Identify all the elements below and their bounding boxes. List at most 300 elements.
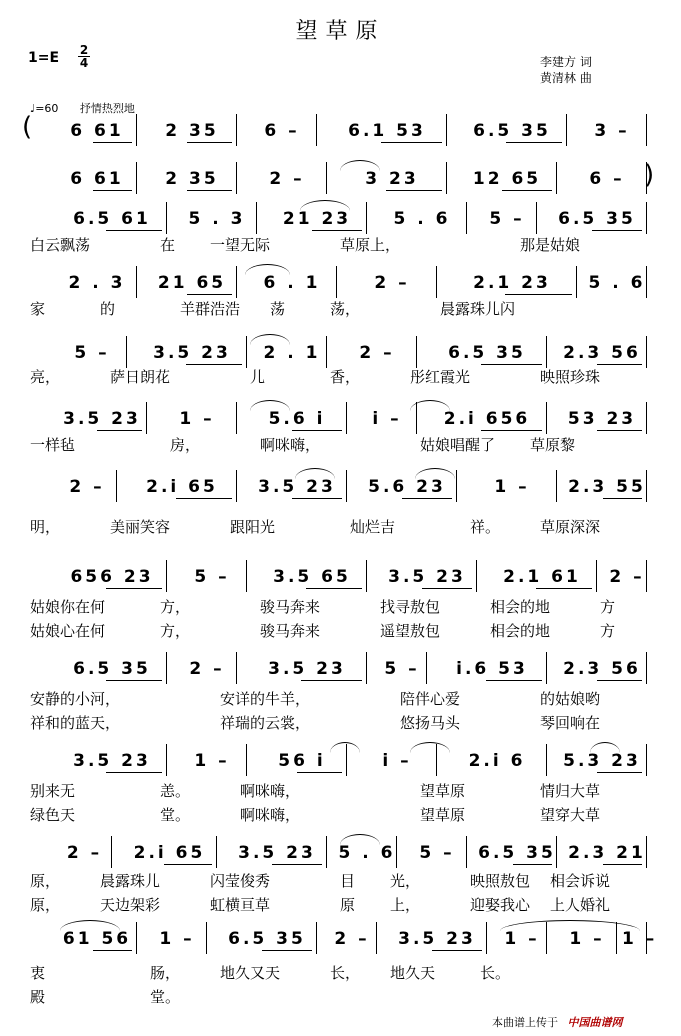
measure-notes: 2.i 65 — [146, 477, 218, 497]
measure-notes: 1 – — [159, 929, 195, 949]
beam-line — [164, 864, 212, 865]
lyric-word: 家 — [30, 300, 46, 318]
lyric-word: 找寻敖包 — [380, 598, 441, 616]
measure — [382, 918, 492, 958]
beam-line — [187, 190, 232, 191]
measure — [582, 262, 652, 302]
lyric-word: 天边架彩 — [100, 896, 161, 914]
lyric-word: 姑娘心在何 — [30, 622, 106, 640]
measure — [242, 158, 332, 198]
barline — [426, 652, 427, 684]
lyric-word: 萨日朗花 — [110, 368, 171, 386]
expression: 抒情热烈地 — [79, 102, 135, 115]
beam-line — [536, 588, 592, 589]
measure — [242, 110, 322, 150]
measure-notes: 6.5 35 — [478, 843, 556, 863]
beam-line — [306, 588, 362, 589]
measure-notes: 5 . 3 — [188, 209, 246, 229]
measure — [472, 832, 562, 872]
lyric-word: 草原黎 — [530, 436, 576, 454]
measure-notes: 2.3 21 — [568, 843, 646, 863]
measure — [552, 648, 652, 688]
time-top: 2 — [79, 43, 89, 57]
lyric-word: 彤红霞光 — [410, 368, 471, 386]
barline — [236, 402, 237, 434]
measure-notes: 2 – — [189, 659, 225, 679]
barline — [236, 162, 237, 194]
time-signature — [78, 44, 90, 69]
measure-notes: 2 – — [269, 169, 305, 189]
beam-line — [272, 864, 322, 865]
notation-row — [22, 556, 652, 596]
beam-line — [262, 950, 312, 951]
barline — [326, 162, 327, 194]
measure-notes: 5 – — [384, 659, 420, 679]
beam-line — [597, 430, 642, 431]
lyric-word: 安静的小河， — [30, 690, 121, 708]
measure — [142, 918, 212, 958]
lyric-word: 上人婚礼 — [550, 896, 611, 914]
lyric-word: 明， — [30, 518, 61, 536]
barline — [316, 114, 317, 146]
time-bottom: 4 — [79, 56, 89, 70]
barline — [136, 266, 137, 298]
measure — [342, 262, 442, 302]
measure-notes: 2 35 — [165, 121, 219, 141]
measure-notes: 6.5 35 — [558, 209, 636, 229]
lyric-word: 望草原 — [420, 806, 466, 824]
lyric-word: 亮， — [30, 368, 61, 386]
barline — [546, 336, 547, 368]
measure-notes: 3 – — [594, 121, 630, 141]
measure-notes: 6.5 61 — [73, 209, 151, 229]
measure-notes: 5.3 23 — [563, 751, 641, 771]
barline — [566, 114, 567, 146]
lyric-word: 啊咪嗨， — [240, 782, 301, 800]
barline — [546, 652, 547, 684]
beam-line — [513, 864, 552, 865]
barline — [256, 202, 257, 234]
beam-line — [176, 498, 232, 499]
lyric-word: 原， — [30, 872, 61, 890]
barline — [646, 402, 647, 434]
measure-notes: 2 . 1 — [263, 343, 321, 363]
lyric-word: 相会诉说 — [550, 872, 611, 890]
measure — [142, 158, 242, 198]
barline — [166, 202, 167, 234]
measure — [122, 466, 242, 506]
lyricist: 李建方 词 — [540, 55, 592, 69]
lyric-word: 在 — [160, 236, 176, 254]
measure — [117, 832, 222, 872]
beam-line — [187, 142, 232, 143]
measure-notes: 6 – — [264, 121, 300, 141]
barline — [236, 652, 237, 684]
beam-line — [97, 430, 142, 431]
lyric-word: 别来无 — [30, 782, 76, 800]
tempo: ♩=60 — [30, 102, 59, 115]
measure-notes: 6 . 1 — [263, 273, 321, 293]
beam-line — [292, 498, 342, 499]
notation-row — [22, 398, 652, 438]
measure — [52, 262, 142, 302]
lyric-word: 琴回响在 — [540, 714, 601, 732]
lyric-word: 姑娘你在何 — [30, 598, 106, 616]
lyric-word: 绿色天 — [30, 806, 76, 824]
measure-notes: 2 – — [334, 929, 370, 949]
beam-line — [422, 588, 472, 589]
measure — [402, 832, 472, 872]
barline — [116, 470, 117, 502]
measure-notes: 3.5 23 — [258, 477, 336, 497]
beam-line — [292, 430, 342, 431]
measure — [52, 832, 117, 872]
lyric-word: 方 — [600, 622, 616, 640]
lyric-word: 香， — [330, 368, 361, 386]
measure-notes: 5 – — [489, 209, 525, 229]
barline — [246, 744, 247, 776]
barline — [236, 266, 237, 298]
lyric-word: 相会的地 — [490, 598, 551, 616]
barline — [476, 560, 477, 592]
measure — [562, 832, 652, 872]
beam-line — [502, 190, 552, 191]
measure-notes: 5.6 i — [268, 409, 326, 429]
lyric-word: 虹横亘草 — [210, 896, 271, 914]
measure-notes: 2.3 56 — [563, 659, 641, 679]
measure-notes: 3.5 65 — [273, 567, 351, 587]
barline — [326, 336, 327, 368]
barline — [556, 470, 557, 502]
lyric-word: 长， — [330, 964, 361, 982]
measure — [222, 832, 332, 872]
barline — [646, 336, 647, 368]
barline — [166, 744, 167, 776]
measure — [472, 198, 542, 238]
barline — [346, 470, 347, 502]
lyric-word: 草原上， — [340, 236, 401, 254]
measure-notes: 2 . 3 — [68, 273, 126, 293]
measure-notes: 3.5 23 — [153, 343, 231, 363]
measure-notes: 6.1 53 — [348, 121, 426, 141]
measure — [52, 556, 172, 596]
measure — [442, 740, 552, 780]
barline — [436, 266, 437, 298]
barline — [346, 402, 347, 434]
measure-notes: 3.5 23 — [388, 567, 466, 587]
lyric-word: 骏马奔来 — [260, 598, 321, 616]
beam-line — [106, 772, 162, 773]
beam-line — [486, 680, 542, 681]
lyric-word: 姑娘唱醒了 — [420, 436, 496, 454]
measure-notes: 5 . 6 — [338, 843, 396, 863]
measure-notes: 2.3 56 — [563, 343, 641, 363]
barline — [446, 162, 447, 194]
beam-line — [312, 230, 362, 231]
lyric-word: 房， — [170, 436, 201, 454]
lyric-word: 晨露珠儿 — [100, 872, 161, 890]
lyric-word: 儿 — [250, 368, 266, 386]
barline — [376, 922, 377, 954]
measure — [212, 918, 322, 958]
lyric-word: 方 — [600, 598, 616, 616]
measure-notes: 656 23 — [70, 567, 154, 587]
measure — [52, 110, 142, 150]
barline — [646, 114, 647, 146]
lyric-word: 的 — [100, 300, 116, 318]
measure — [142, 110, 242, 150]
barline — [366, 202, 367, 234]
measure — [172, 556, 252, 596]
lyric-word: 原， — [30, 896, 61, 914]
lyric-word: 遥望敖包 — [380, 622, 441, 640]
measure-notes: 2 35 — [165, 169, 219, 189]
measure-notes: 2 – — [66, 843, 103, 863]
lyric-word: 祥瑞的云裳， — [220, 714, 311, 732]
barline — [446, 114, 447, 146]
intro-bracket: ) — [644, 160, 655, 190]
measure-notes: 5 – — [419, 843, 455, 863]
barline — [166, 560, 167, 592]
measure — [322, 918, 382, 958]
song-title: 望草原 — [295, 19, 386, 44]
notation-row — [22, 110, 652, 150]
barline — [246, 560, 247, 592]
beam-line — [187, 294, 232, 295]
lyric-word: 荡， — [330, 300, 361, 318]
lyric-word: 目 — [340, 872, 356, 890]
lyric-word: 映照珍珠 — [540, 368, 601, 386]
measure — [52, 740, 172, 780]
measure-notes: 3.5 23 — [398, 929, 476, 949]
measure — [52, 158, 142, 198]
lyric-word: 相会的地 — [490, 622, 551, 640]
barline — [206, 922, 207, 954]
measure — [242, 648, 372, 688]
beam-line — [481, 364, 542, 365]
notation-row — [22, 648, 652, 688]
barline — [366, 652, 367, 684]
measure-notes: 5.6 23 — [368, 477, 446, 497]
beam-line — [597, 772, 642, 773]
lyric-word: 原 — [340, 896, 356, 914]
key-signature: 1=E — [28, 50, 60, 66]
beam-line — [93, 142, 132, 143]
measure — [322, 110, 452, 150]
lyric-word: 荡 — [270, 300, 286, 318]
beam-line — [93, 950, 132, 951]
barline — [136, 162, 137, 194]
lyric-word: 映照敖包 — [470, 872, 531, 890]
lyric-word: 迎娶我心 — [470, 896, 531, 914]
measure-notes: 6.5 35 — [473, 121, 551, 141]
measure-notes: 53 23 — [567, 409, 637, 429]
barline — [646, 652, 647, 684]
lyric-word: 跟阳光 — [230, 518, 276, 536]
barline — [136, 114, 137, 146]
measure-notes: 6 61 — [70, 121, 124, 141]
lyric-word: 恙。 — [160, 782, 191, 800]
lyric-word: 望穿大草 — [540, 806, 601, 824]
measure — [172, 198, 262, 238]
measure-notes: 1 – — [569, 929, 605, 949]
barline — [646, 836, 647, 868]
site-logo: 中国曲谱网 — [567, 1016, 623, 1029]
intro-bracket: ( — [22, 112, 33, 142]
barline — [246, 336, 247, 368]
measure-notes: i – — [372, 409, 402, 429]
lyric-word: 啊咪嗨， — [260, 436, 321, 454]
measure — [52, 398, 152, 438]
beam-line — [381, 142, 442, 143]
lyric-word: 方， — [160, 622, 191, 640]
measure — [352, 398, 422, 438]
lyric-word: 光， — [390, 872, 421, 890]
lyric-word: 上， — [390, 896, 421, 914]
notation-row — [22, 832, 652, 872]
measure-notes: 1 – — [622, 929, 658, 949]
measure — [442, 262, 582, 302]
barline — [546, 744, 547, 776]
barline — [316, 922, 317, 954]
lyric-word: 陪伴心爱 — [400, 690, 461, 708]
beam-line — [505, 294, 572, 295]
measure-notes: 1 – — [494, 477, 530, 497]
measure — [542, 198, 652, 238]
measure-notes: 1 – — [179, 409, 215, 429]
measure — [142, 262, 242, 302]
barline — [646, 922, 647, 954]
lyric-word: 堂。 — [160, 806, 191, 824]
measure-notes: 5 – — [74, 343, 110, 363]
measure-notes: 21 23 — [282, 209, 352, 229]
measure — [602, 556, 652, 596]
notation-row — [22, 466, 652, 506]
beam-line — [603, 498, 642, 499]
barline — [556, 836, 557, 868]
beam-line — [301, 680, 362, 681]
lyric-word: 那是姑娘 — [520, 236, 581, 254]
measure — [372, 648, 432, 688]
lyric-word: 肠， — [150, 964, 181, 982]
measure-notes: 6.5 35 — [448, 343, 526, 363]
footer — [492, 1014, 623, 1030]
measure-notes: i.6 53 — [456, 659, 528, 679]
measure-notes: 12 65 — [472, 169, 542, 189]
beam-line — [506, 142, 562, 143]
beam-line — [402, 498, 452, 499]
lyric-word: 地久又天 — [220, 964, 281, 982]
lyric-word: 一样毡 — [30, 436, 76, 454]
lyric-word: 一望无际 — [210, 236, 271, 254]
lyric-word: 啊咪嗨， — [240, 806, 301, 824]
barline — [216, 836, 217, 868]
beam-line — [386, 190, 442, 191]
measure-notes: 6 – — [589, 169, 625, 189]
lyric-word: 望草原 — [420, 782, 466, 800]
beam-line — [597, 364, 642, 365]
beam-line — [481, 430, 542, 431]
measure — [552, 398, 652, 438]
measure-notes: 5 . 6 — [393, 209, 451, 229]
lyric-word: 灿烂吉 — [350, 518, 396, 536]
beam-line — [93, 190, 132, 191]
barline — [236, 114, 237, 146]
measure — [252, 556, 372, 596]
lyric-word: 安详的牛羊， — [220, 690, 311, 708]
measure — [452, 158, 562, 198]
barline — [366, 560, 367, 592]
measure-notes: 61 56 — [62, 929, 132, 949]
beam-line — [186, 364, 242, 365]
measure-notes: 6 61 — [70, 169, 124, 189]
lyric-word: 情归大草 — [540, 782, 601, 800]
barline — [326, 836, 327, 868]
barline — [136, 922, 137, 954]
lyric-word: 长。 — [480, 964, 511, 982]
beam-line — [106, 588, 162, 589]
lyric-word: 祥。 — [470, 518, 501, 536]
measure-notes: 3.5 23 — [238, 843, 316, 863]
measure — [52, 648, 172, 688]
measure-notes: 3.5 23 — [63, 409, 141, 429]
measure-notes: 6.5 35 — [228, 929, 306, 949]
measure — [372, 556, 482, 596]
barline — [536, 202, 537, 234]
measure-notes: 2.1 23 — [473, 273, 551, 293]
lyric-word: 闪莹俊秀 — [210, 872, 271, 890]
barline — [646, 202, 647, 234]
measure-notes: 3.5 23 — [268, 659, 346, 679]
lyric-word: 殿 — [30, 988, 46, 1006]
barline — [646, 470, 647, 502]
measure-notes: 2.i 65 — [133, 843, 206, 863]
barline — [546, 402, 547, 434]
measure-notes: 5 – — [194, 567, 230, 587]
notation-row — [22, 262, 652, 302]
measure — [482, 556, 602, 596]
credits — [540, 54, 592, 86]
measure-notes: 1 – — [194, 751, 230, 771]
beam-line — [106, 680, 162, 681]
measure — [432, 648, 552, 688]
barline — [466, 202, 467, 234]
barline — [236, 470, 237, 502]
measure-notes: 2 – — [609, 567, 645, 587]
lyric-word: 骏马奔来 — [260, 622, 321, 640]
notation-row — [22, 158, 655, 198]
footer-text: 本曲谱上传于 — [492, 1016, 558, 1029]
measure-notes: 2.i 656 — [443, 409, 531, 429]
measure — [172, 648, 242, 688]
barline — [111, 836, 112, 868]
measure — [562, 466, 652, 506]
barline — [576, 266, 577, 298]
beam-line — [432, 950, 482, 951]
measure — [152, 398, 242, 438]
measure-notes: 1 – — [504, 929, 540, 949]
barline — [486, 922, 487, 954]
lyric-word: 羊群浩浩 — [180, 300, 241, 318]
barline — [646, 744, 647, 776]
lyric-word: 堂。 — [150, 988, 181, 1006]
measure — [452, 110, 572, 150]
barline — [146, 402, 147, 434]
barline — [556, 162, 557, 194]
beam-line — [603, 864, 642, 865]
measure-notes: 56 i — [278, 751, 326, 771]
measure-notes: 2 – — [359, 343, 395, 363]
